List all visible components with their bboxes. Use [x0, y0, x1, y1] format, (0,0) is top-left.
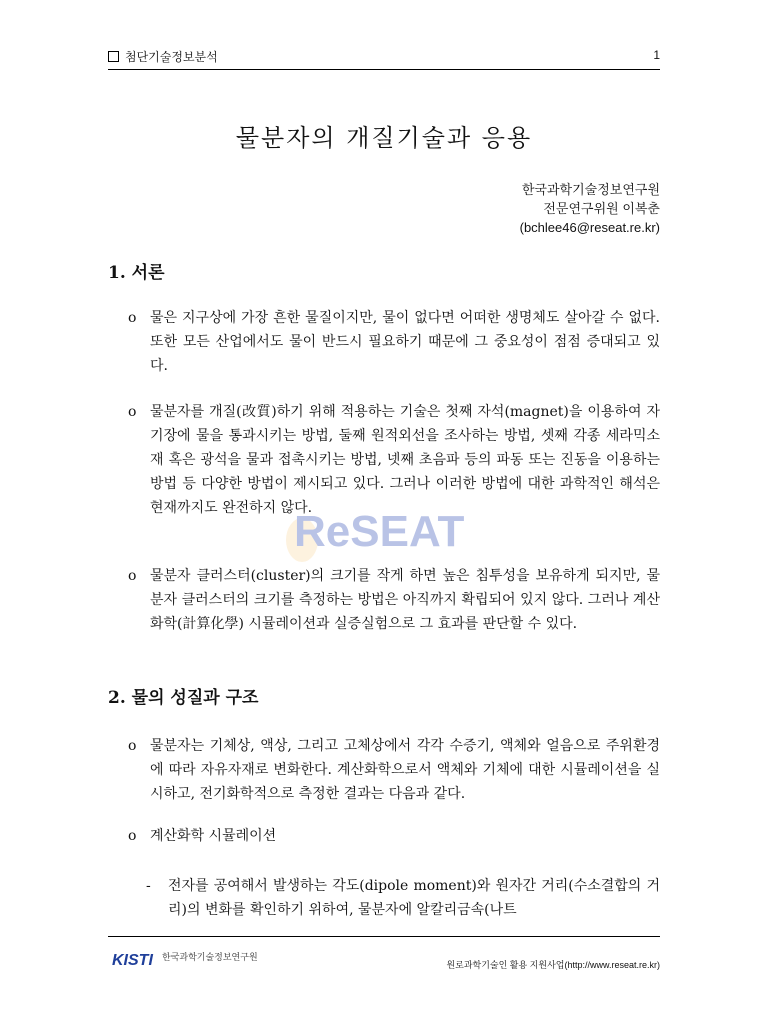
paragraph [128, 824, 660, 848]
paragraph-text: 물분자는 기체상, 액상, 그리고 고체상에서 각각 수증기, 액체와 얼음으로 주위환경에 따라 자유자재로 변화한다. 계산화학으로서 액체와 기체에 대한 시뮬레이션을 실시하고, 전기화학적으로 측정한 결과는 다음과 같다. [150, 738, 660, 802]
running-header [108, 48, 660, 68]
watermark-text: ReSEAT [294, 507, 465, 556]
section-heading: 1. 서론 [108, 263, 165, 283]
bullet-icon: o [128, 568, 137, 584]
paragraph [128, 734, 660, 806]
bullet-icon: o [128, 738, 137, 754]
header-rule [108, 69, 660, 70]
paragraph-text: 물은 지구상에 가장 흔한 물질이지만, 물이 없다면 어떠한 생명체도 살아갈 수 없다. 또한 모든 산업에서도 물이 반드시 필요하기 때문에 그 중요성이 점점 증대되고 있다. [150, 310, 660, 374]
page-number: 1 [653, 48, 660, 62]
author-org: 한국과학기술정보연구원 [521, 182, 660, 197]
bullet-icon: o [128, 404, 137, 420]
paragraph [128, 306, 660, 378]
kisti-logo-org: 한국과학기술정보연구원 [162, 952, 258, 962]
author-block [520, 180, 660, 237]
footer-program-text: 원로과학기술인 활용 지원사업(http://www.reseat.re.kr) [446, 960, 660, 970]
bullet-icon: o [128, 828, 137, 844]
section-heading: 2. 물의 성질과 구조 [108, 688, 259, 708]
header-section-label: 첨단기술정보분석 [125, 50, 218, 64]
document-title: 물분자의 개질기술과 응용 [235, 124, 533, 152]
paragraph-text: 계산화학 시뮬레이션 [150, 828, 277, 844]
kisti-logo [112, 948, 282, 970]
kisti-logo-text: KISTI [112, 952, 153, 969]
bullet-icon: o [128, 310, 137, 326]
footer-rule [108, 936, 660, 937]
sub-paragraph [128, 874, 660, 922]
paragraph [128, 564, 660, 636]
paragraph-text: 물분자를 개질(改質)하기 위해 적용하는 기술은 첫째 자석(magnet)을 이용하여 자기장에 물을 통과시키는 방법, 둘째 원적외선을 조사하는 방법, 셋째 각종 세라믹소재 혹은 광석을 물과 접촉시키는 방법, 넷째 초음파 등의 파동 또는 진동을 이용하는 방법 등 다양한 방법이 제시되고 있다. 그러나 이러한 방법에 대한 과학적인 해석은 현재까지도 완전하지 않다. [150, 404, 660, 516]
reseat-watermark-logo [280, 490, 480, 570]
checkbox-square-icon [108, 51, 119, 62]
dash-bullet-icon: - [146, 878, 151, 894]
author-role: 전문연구위원 이복춘 [543, 201, 660, 216]
author-email: (bchlee46@reseat.re.kr) [519, 220, 660, 235]
paragraph-text: 전자를 공여해서 발생하는 각도(dipole moment)와 원자간 거리(수소결합의 거리)의 변화를 확인하기 위하여, 물분자에 알칼리금속(나트 [168, 878, 660, 918]
paragraph-text: 물분자 클러스터(cluster)의 크기를 작게 하면 높은 침투성을 보유하게 되지만, 물분자 클러스터의 크기를 측정하는 방법은 아직까지 확립되어 있지 않다. 그러나 계산화학(計算化學) 시뮬레이션과 실증실험으로 그 효과를 판단할 수 있다. [150, 568, 660, 632]
